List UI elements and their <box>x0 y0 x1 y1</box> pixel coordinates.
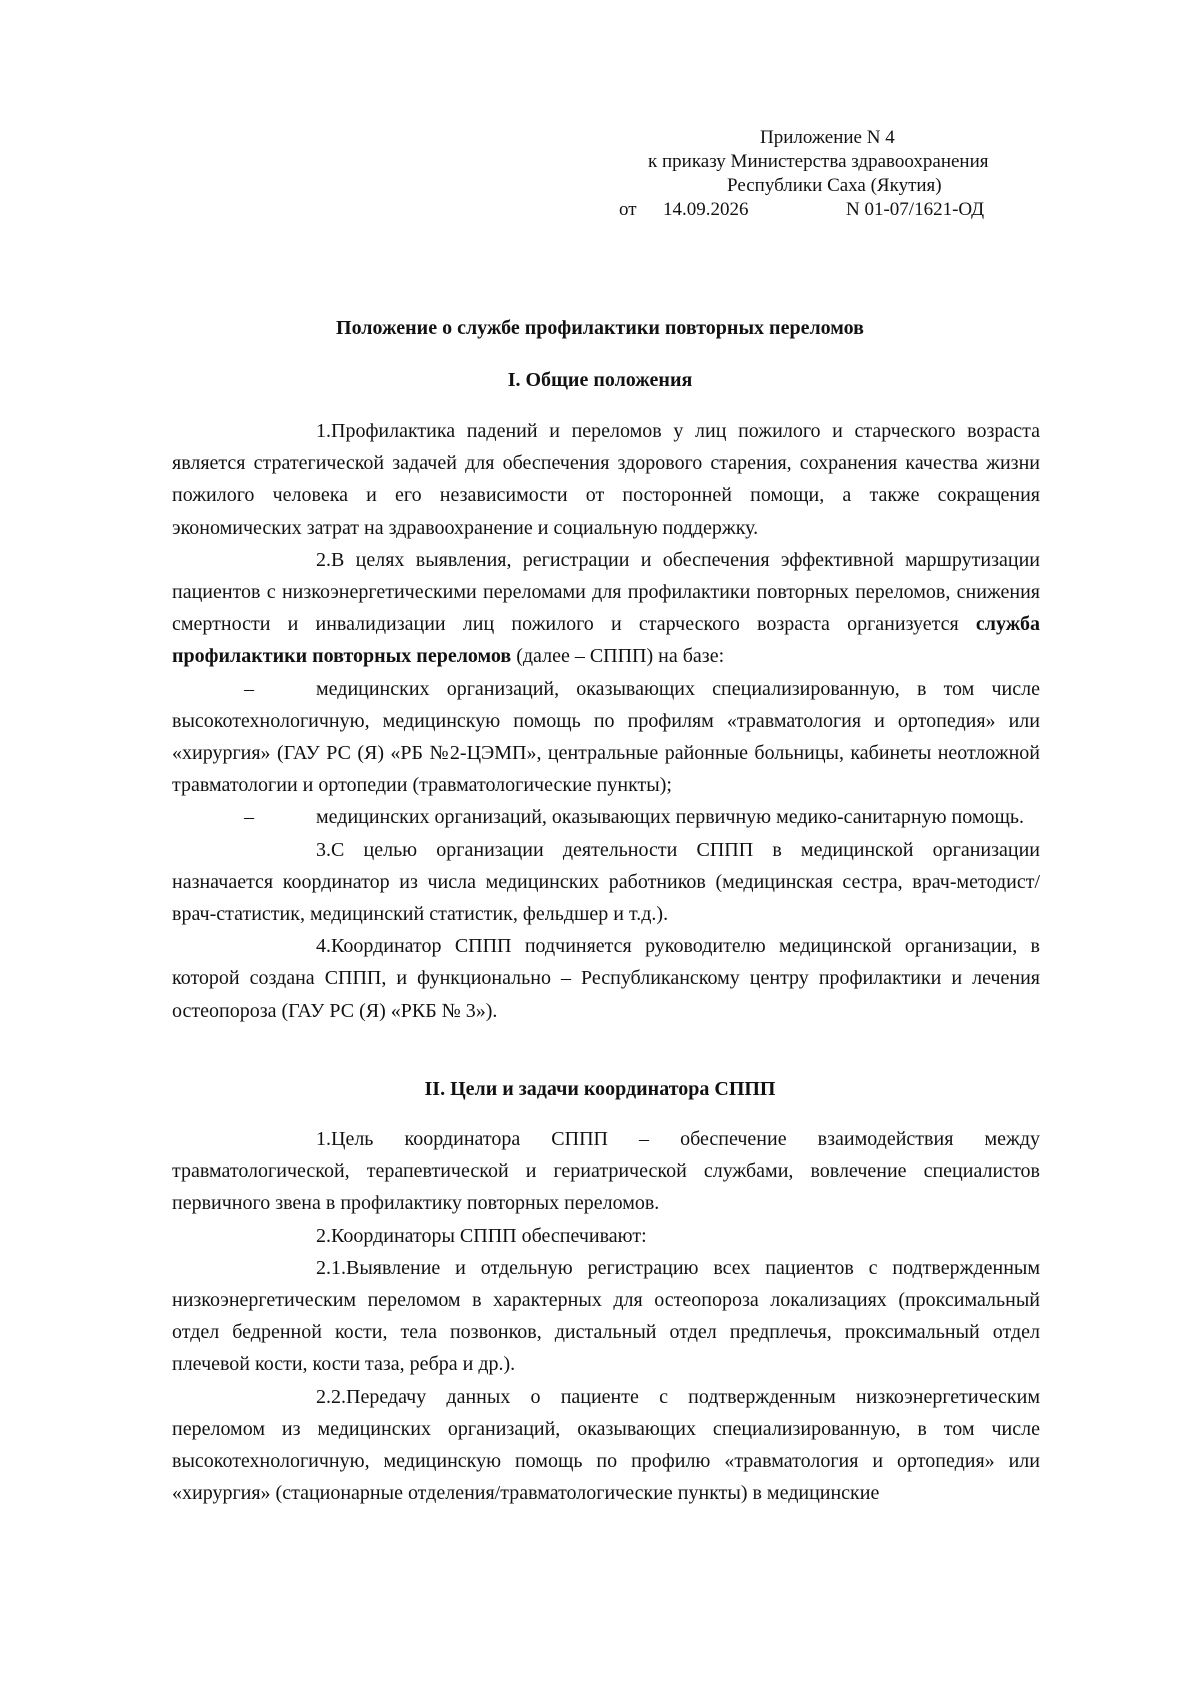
paragraph-text: Профилактика падений и переломов у лиц пожилого и старческого возраста является стратегической задачей для обеспечения здорового старения, сохранения качества жизни пожилого человека и его независимости от посторонней помощи, а также сокращения экономических затрат на здравоохранение и социальную поддержку. <box>172 420 1040 539</box>
service-name-bold: служба профилактики повторных переломов <box>172 613 1040 668</box>
paragraph-text: В целях выявления, регистрации и обеспечения эффективной маршрутизации пациентов с низкоэнергетическими переломами для профилактики повторных переломов, снижения смертности и инвалидизации лиц пожилого и старческого возраста организуется <box>172 548 1040 636</box>
paragraph-text: Координатор СППП подчиняется руководителю медицинской организации, в которой создана СППП, и функционально – Республиканскому центру профилактики и лечения остеопороза (ГАУ РС (Я) «РКБ № 3»). <box>172 935 1040 1022</box>
paragraph-1-1 <box>172 415 1040 544</box>
appendix-number: N 01-07/1621-ОД <box>846 199 985 220</box>
paragraph-text: Цель координатора СППП – обеспечение взаимодействия между травматологической, терапевтической и гериатрической службами, вовлечение специалистов первичного звена в профилактику повторных переломов. <box>172 1128 1040 1215</box>
paragraph-text-tail: (далее – СППП) на базе: <box>511 645 725 668</box>
section-1-body <box>172 415 1040 1027</box>
document-title: Положение о службе профилактики повторных переломов <box>336 317 864 339</box>
paragraph-text: Передачу данных о пациенте с подтвержденным низкоэнергетическим переломом из медицинских организаций, оказывающих специализированную, в том числе высокотехнологичную, медицинскую помощь по профилю «травматология и ортопедия» или «хирургия» (стационарные отделения/травматологические пункты) в медицинские <box>172 1385 1040 1505</box>
paragraph-number: 2. <box>316 1224 331 1247</box>
appendix-republic-line: Республики Саха (Якутия) <box>727 175 942 196</box>
bullet-item-1 <box>172 673 1040 802</box>
paragraph-text: С целью организации деятельности СППП в медицинской организации назначается координатор из числа медицинских работников (медицинская сестра, врач-методист/врач-статистик, медицинский статистик, фельдшер и т.д.). <box>172 838 1040 926</box>
section-1-heading: I. Общие положения <box>507 369 693 391</box>
appendix-date: 14.09.2026 <box>663 199 749 220</box>
paragraph-2-1 <box>172 1123 1040 1220</box>
appendix-date-prefix: от <box>619 199 637 220</box>
paragraph-number: 2.2. <box>316 1385 346 1408</box>
bullet-text: медицинских организаций, оказывающих специализированную, в том числе высокотехнологичную, медицинскую помощь по профилям «травматология и ортопедия» или «хирургия» (ГАУ РС (Я) «РБ №2-ЦЭМП», центральные районные больницы, кабинеты неотложной травматологии и ортопедии (травматологические пункты); <box>172 677 1040 797</box>
paragraph-2-2-2 <box>172 1381 1040 1510</box>
paragraph-number: 2. <box>316 548 331 571</box>
paragraph-text: Выявление и отдельную регистрацию всех пациентов с подтвержденным низкоэнергетическим переломом в характерных для остеопороза локализациях (проксимальный отдел бедренной кости, тела позвонков, дистальный отдел предплечья, проксимальный отдел плечевой кости, кости таза, ребра и др.). <box>172 1256 1040 1376</box>
paragraph-1-4 <box>172 930 1040 1027</box>
bullet-text: медицинских организаций, оказывающих первичную медико-санитарную помощь. <box>316 806 1025 829</box>
appendix-title: Приложение N 4 <box>760 127 895 148</box>
appendix-order-line: к приказу Министерства здравоохранения <box>648 151 989 172</box>
bullet-item-2 <box>172 801 1040 833</box>
paragraph-number: 2.1. <box>316 1256 346 1279</box>
paragraph-2-2-1 <box>172 1252 1040 1381</box>
paragraph-1-2 <box>172 544 1040 673</box>
paragraph-text: Координаторы СППП обеспечивают: <box>331 1224 647 1247</box>
dash-marker: – <box>244 677 254 700</box>
paragraph-number: 1. <box>316 1128 331 1150</box>
paragraph-2-2 <box>172 1220 1040 1252</box>
paragraph-number: 4. <box>316 935 331 958</box>
paragraph-number: 3. <box>316 838 331 861</box>
section-2-body <box>172 1123 1040 1509</box>
section-2-heading: II. Цели и задачи координатора СППП <box>424 1078 776 1100</box>
paragraph-1-3 <box>172 834 1040 931</box>
paragraph-number: 1. <box>316 420 331 442</box>
dash-marker: – <box>244 806 254 829</box>
